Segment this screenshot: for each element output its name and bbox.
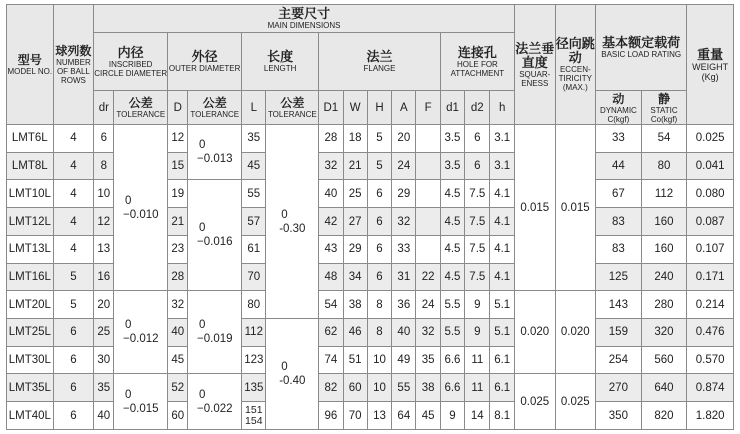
cell-h: 4.1 xyxy=(490,180,515,208)
header-outer xyxy=(168,33,242,91)
header-length-zh: 长度 xyxy=(267,49,294,64)
cell-L: 80 xyxy=(242,291,266,319)
cell-L: 57 xyxy=(242,208,266,236)
cell-L: 61 xyxy=(242,235,266,263)
cell-static: 160 xyxy=(641,208,687,236)
cell-d1: 3.5 xyxy=(440,152,464,180)
cell-H: 8 xyxy=(367,319,391,347)
cell-L: 135 xyxy=(242,374,266,402)
dr-tolerance-lower: −0.015 xyxy=(123,402,159,415)
cell-F: 35 xyxy=(416,346,440,374)
cell-W: 70 xyxy=(343,402,367,430)
cell-d2: 9 xyxy=(465,319,490,347)
cell-D1: 62 xyxy=(319,319,343,347)
header-balls-en: NUMBER OF BALL ROWS xyxy=(56,58,91,85)
D-tolerance-lower: −0.016 xyxy=(197,236,233,249)
cell-dr: 6 xyxy=(94,125,114,153)
cell-F: 24 xyxy=(416,291,440,319)
table-body xyxy=(7,125,734,430)
cell-W: 21 xyxy=(343,152,367,180)
dr-tolerance-upper: 0 xyxy=(125,194,132,207)
cell-weight: 0.171 xyxy=(687,263,734,291)
cell-static: 240 xyxy=(641,263,687,291)
cell-W: 38 xyxy=(343,291,367,319)
cell-weight: 0.087 xyxy=(687,208,734,236)
cell-h: 8.1 xyxy=(490,402,515,430)
cell-dynamic: 83 xyxy=(596,208,642,236)
cell-d1: 5.5 xyxy=(440,319,464,347)
header-eccentricity xyxy=(555,5,596,125)
cell-F xyxy=(416,180,440,208)
cell-model: LMT13L xyxy=(7,235,54,263)
L-tolerance xyxy=(266,319,319,430)
L-tolerance-lower: -0.30 xyxy=(279,222,306,235)
cell-D: 60 xyxy=(168,402,188,430)
cell-D1: 48 xyxy=(319,263,343,291)
cell-weight: 0.874 xyxy=(687,374,734,402)
cell-static: 640 xyxy=(641,374,687,402)
cell-H: 6 xyxy=(367,235,391,263)
cell-weight: 0.025 xyxy=(687,125,734,153)
cell-weight: 0.214 xyxy=(687,291,734,319)
cell-h: 5.1 xyxy=(490,319,515,347)
cell-balls: 4 xyxy=(53,180,94,208)
cell-model: LMT20L xyxy=(7,291,54,319)
cell-d2: 11 xyxy=(465,374,490,402)
D-tolerance-upper: 0 xyxy=(199,388,206,401)
cell-dr: 35 xyxy=(94,374,114,402)
header-weight xyxy=(687,5,734,125)
header-W: W xyxy=(343,91,367,125)
cell-d2: 9 xyxy=(465,291,490,319)
header-main-dimensions xyxy=(94,5,515,33)
L-tolerance-upper: 0 xyxy=(281,208,288,221)
cell-W: 27 xyxy=(343,208,367,236)
header-hole xyxy=(440,33,514,91)
cell-h: 3.1 xyxy=(490,125,515,153)
cell-static: 820 xyxy=(641,402,687,430)
cell-D: 45 xyxy=(168,346,188,374)
cell-W: 46 xyxy=(343,319,367,347)
cell-static: 160 xyxy=(641,235,687,263)
cell-dynamic: 254 xyxy=(596,346,642,374)
header-dynamic-en: DYNAMIC C(kgf) xyxy=(599,105,637,124)
cell-H: 5 xyxy=(367,152,391,180)
D-tolerance-lower: −0.019 xyxy=(197,333,233,346)
cell-A: 36 xyxy=(392,291,416,319)
cell-d2: 6 xyxy=(465,125,490,153)
cell-A: 49 xyxy=(392,346,416,374)
header-static-zh: 静 xyxy=(657,91,670,106)
header-inscribed-en: INSCRIBED CIRCLE DIAMETER xyxy=(94,59,168,78)
cell-d2: 7.5 xyxy=(465,263,490,291)
cell-dynamic: 270 xyxy=(596,374,642,402)
cell-H: 13 xyxy=(367,402,391,430)
L-tolerance-lower: -0.40 xyxy=(279,375,306,388)
cell-balls: 4 xyxy=(53,208,94,236)
D-tolerance-upper: 0 xyxy=(199,222,206,235)
dr-tolerance-lower: −0.012 xyxy=(123,333,159,346)
cell-dynamic: 350 xyxy=(596,402,642,430)
D-tolerance-lower: −0.013 xyxy=(197,153,233,166)
cell-dr: 16 xyxy=(94,263,114,291)
cell-D: 21 xyxy=(168,208,188,236)
cell-D1: 32 xyxy=(319,152,343,180)
cell-model: LMT12L xyxy=(7,208,54,236)
header-H: H xyxy=(367,91,391,125)
header-D: D xyxy=(168,91,188,125)
table-row xyxy=(7,125,734,153)
cell-d2: 6 xyxy=(465,152,490,180)
cell-d2: 7.5 xyxy=(465,180,490,208)
cell-H: 10 xyxy=(367,346,391,374)
cell-A: 64 xyxy=(392,402,416,430)
cell-D1: 54 xyxy=(319,291,343,319)
cell-balls: 4 xyxy=(53,235,94,263)
header-h: h xyxy=(490,91,515,125)
cell-dr: 12 xyxy=(94,208,114,236)
header-D-tolerance xyxy=(188,91,242,125)
cell-static: 280 xyxy=(641,291,687,319)
L-tolerance-upper: 0 xyxy=(281,361,288,374)
cell-D: 19 xyxy=(168,180,188,208)
squareness-value: 0.015 xyxy=(514,125,555,291)
cell-balls: 5 xyxy=(53,291,94,319)
cell-W: 34 xyxy=(343,263,367,291)
header-tol-zh: 公差 xyxy=(280,96,305,110)
cell-L: 123 xyxy=(242,346,266,374)
D-tolerance xyxy=(188,291,242,374)
cell-d1: 9 xyxy=(440,402,464,430)
header-tol-zh: 公差 xyxy=(128,96,153,110)
header-dr: dr xyxy=(94,91,114,125)
cell-d1: 4.5 xyxy=(440,263,464,291)
cell-W: 18 xyxy=(343,125,367,153)
header-model-en: MODEL NO. xyxy=(7,67,53,76)
header-weight-en: WEIGHT (Kg) xyxy=(692,61,729,82)
dr-tolerance-lower: −0.010 xyxy=(123,208,159,221)
cell-model: LMT8L xyxy=(7,152,54,180)
header-D1: D1 xyxy=(319,91,343,125)
cell-dr: 25 xyxy=(94,319,114,347)
header-d1: d1 xyxy=(440,91,464,125)
header-length xyxy=(242,33,319,91)
cell-A: 31 xyxy=(392,263,416,291)
cell-static: 112 xyxy=(641,180,687,208)
header-outer-zh: 外径 xyxy=(191,49,218,64)
cell-h: 4.1 xyxy=(490,208,515,236)
cell-D: 12 xyxy=(168,125,188,153)
cell-balls: 4 xyxy=(53,125,94,153)
cell-h: 6.1 xyxy=(490,346,515,374)
cell-d1: 4.5 xyxy=(440,180,464,208)
cell-d2: 7.5 xyxy=(465,235,490,263)
cell-dr: 8 xyxy=(94,152,114,180)
cell-dr: 20 xyxy=(94,291,114,319)
cell-static: 320 xyxy=(641,319,687,347)
cell-A: 29 xyxy=(392,180,416,208)
cell-F xyxy=(416,208,440,236)
cell-H: 8 xyxy=(367,291,391,319)
cell-F xyxy=(416,125,440,153)
header-dynamic xyxy=(596,91,642,125)
header-weight-zh: 重量 xyxy=(697,46,724,62)
cell-D1: 28 xyxy=(319,125,343,153)
spec-table xyxy=(6,4,734,430)
table-row xyxy=(7,291,734,319)
cell-d2: 14 xyxy=(465,402,490,430)
D-tolerance-upper: 0 xyxy=(199,139,206,152)
eccentricity-value: 0.025 xyxy=(555,374,596,430)
cell-model: LMT10L xyxy=(7,180,54,208)
cell-h: 5.1 xyxy=(490,291,515,319)
cell-model: LMT30L xyxy=(7,346,54,374)
header-eccentricity-en: ECCEN-TIRICITY (MAX.) xyxy=(558,65,592,92)
cell-d2: 11 xyxy=(465,346,490,374)
cell-weight: 0.041 xyxy=(687,152,734,180)
cell-D1: 82 xyxy=(319,374,343,402)
cell-d1: 3.5 xyxy=(440,125,464,153)
cell-F: 22 xyxy=(416,263,440,291)
header-tol-zh: 公差 xyxy=(202,96,227,110)
cell-model: LMT16L xyxy=(7,263,54,291)
dr-tolerance-upper: 0 xyxy=(125,319,132,332)
cell-dynamic: 125 xyxy=(596,263,642,291)
cell-H: 5 xyxy=(367,125,391,153)
header-static xyxy=(641,91,687,125)
squareness-value: 0.020 xyxy=(514,291,555,374)
cell-balls: 6 xyxy=(53,319,94,347)
cell-model: LMT6L xyxy=(7,125,54,153)
cell-d2: 7.5 xyxy=(465,208,490,236)
cell-D: 40 xyxy=(168,319,188,347)
cell-F: 38 xyxy=(416,374,440,402)
cell-D1: 43 xyxy=(319,235,343,263)
cell-D: 23 xyxy=(168,235,188,263)
D-tolerance-upper: 0 xyxy=(199,319,206,332)
cell-H: 6 xyxy=(367,208,391,236)
cell-H: 6 xyxy=(367,263,391,291)
cell-A: 55 xyxy=(392,374,416,402)
header-load-en: BASIC LOAD RATING xyxy=(601,50,682,59)
header-outer-en: OUTER DIAMETER xyxy=(168,64,241,73)
cell-weight: 0.107 xyxy=(687,235,734,263)
cell-weight: 0.476 xyxy=(687,319,734,347)
cell-L: 55 xyxy=(242,180,266,208)
header-d2: d2 xyxy=(465,91,490,125)
cell-D1: 40 xyxy=(319,180,343,208)
header-inscribed xyxy=(94,33,168,91)
cell-model: LMT25L xyxy=(7,319,54,347)
header-balls xyxy=(53,5,94,125)
header-flange-zh: 法兰 xyxy=(366,49,393,64)
D-tolerance xyxy=(188,374,242,430)
D-tolerance xyxy=(188,125,242,180)
cell-d1: 6.6 xyxy=(440,374,464,402)
header-tol-en: TOLERANCE xyxy=(267,110,317,119)
header-inscribed-zh: 内径 xyxy=(117,44,144,60)
cell-D1: 96 xyxy=(319,402,343,430)
eccentricity-value: 0.020 xyxy=(555,291,596,374)
cell-D: 28 xyxy=(168,263,188,291)
header-static-en: STATIC Co(kgf) xyxy=(650,105,678,124)
header-squareness-zh: 法兰垂直度 xyxy=(515,40,555,70)
cell-D1: 42 xyxy=(319,208,343,236)
header-length-en: LENGTH xyxy=(263,64,297,73)
cell-W: 25 xyxy=(343,180,367,208)
cell-d1: 5.5 xyxy=(440,291,464,319)
cell-W: 60 xyxy=(343,374,367,402)
cell-A: 20 xyxy=(392,125,416,153)
cell-h: 4.1 xyxy=(490,263,515,291)
header-L-tolerance xyxy=(266,91,319,125)
dr-tolerance xyxy=(114,374,168,430)
cell-d1: 6.6 xyxy=(440,346,464,374)
cell-L: 70 xyxy=(242,263,266,291)
header-model xyxy=(7,5,54,125)
cell-dynamic: 83 xyxy=(596,235,642,263)
cell-W: 51 xyxy=(343,346,367,374)
cell-F xyxy=(416,152,440,180)
cell-dynamic: 33 xyxy=(596,125,642,153)
header-tol-en: TOLERANCE xyxy=(190,110,240,119)
cell-dynamic: 143 xyxy=(596,291,642,319)
cell-dynamic: 44 xyxy=(596,152,642,180)
header-load-rating xyxy=(596,5,687,91)
cell-balls: 6 xyxy=(53,374,94,402)
header-squareness xyxy=(514,5,555,125)
cell-weight: 0.570 xyxy=(687,346,734,374)
cell-model: LMT35L xyxy=(7,374,54,402)
header-flange xyxy=(319,33,441,91)
cell-dynamic: 159 xyxy=(596,319,642,347)
cell-d1: 4.5 xyxy=(440,235,464,263)
cell-A: 40 xyxy=(392,319,416,347)
cell-L: 151 154 xyxy=(242,402,266,430)
cell-model: LMT40L xyxy=(7,402,54,430)
cell-balls: 5 xyxy=(53,263,94,291)
header-squareness-en: SQUAR-ENESS xyxy=(519,69,551,88)
dr-tolerance xyxy=(114,291,168,374)
cell-H: 10 xyxy=(367,374,391,402)
cell-dr: 40 xyxy=(94,402,114,430)
cell-L: 112 xyxy=(242,319,266,347)
cell-h: 6.1 xyxy=(490,374,515,402)
cell-L: 45 xyxy=(242,152,266,180)
header-tol-en: TOLERANCE xyxy=(116,110,166,119)
cell-F: 45 xyxy=(416,402,440,430)
cell-weight: 1.820 xyxy=(687,402,734,430)
cell-dr: 10 xyxy=(94,180,114,208)
cell-F: 32 xyxy=(416,319,440,347)
header-load-zh: 基本额定载荷 xyxy=(602,35,681,50)
cell-A: 24 xyxy=(392,152,416,180)
cell-dr: 30 xyxy=(94,346,114,374)
header-main-zh: 主要尺寸 xyxy=(278,6,331,21)
header-balls-zh: 球列数 xyxy=(55,44,92,58)
dr-tolerance xyxy=(114,125,168,291)
header-F: F xyxy=(416,91,440,125)
cell-W: 29 xyxy=(343,235,367,263)
cell-D: 32 xyxy=(168,291,188,319)
header-flange-en: FLANGE xyxy=(363,64,396,73)
cell-D1: 74 xyxy=(319,346,343,374)
cell-D: 52 xyxy=(168,374,188,402)
cell-balls: 4 xyxy=(53,152,94,180)
cell-d1: 4.5 xyxy=(440,208,464,236)
cell-F xyxy=(416,235,440,263)
header-A: A xyxy=(392,91,416,125)
cell-A: 32 xyxy=(392,208,416,236)
dr-tolerance-upper: 0 xyxy=(125,388,132,401)
cell-h: 3.1 xyxy=(490,152,515,180)
header-eccentricity-zh: 径向跳动 xyxy=(555,36,595,65)
L-tolerance xyxy=(266,125,319,319)
cell-A: 33 xyxy=(392,235,416,263)
cell-h: 4.1 xyxy=(490,235,515,263)
header-hole-zh: 连接孔 xyxy=(457,44,497,60)
table-row xyxy=(7,374,734,402)
squareness-value: 0.025 xyxy=(514,374,555,430)
cell-dynamic: 67 xyxy=(596,180,642,208)
cell-dr: 13 xyxy=(94,235,114,263)
header-L: L xyxy=(242,91,266,125)
eccentricity-value: 0.015 xyxy=(555,125,596,291)
cell-balls: 6 xyxy=(53,402,94,430)
header-dynamic-zh: 动 xyxy=(612,91,625,106)
header-hole-en: HOLE FOR ATTACHMENT xyxy=(450,59,505,78)
cell-static: 560 xyxy=(641,346,687,374)
cell-static: 54 xyxy=(641,125,687,153)
header-model-zh: 型号 xyxy=(17,53,42,67)
cell-static: 80 xyxy=(641,152,687,180)
D-tolerance-lower: −0.022 xyxy=(197,402,233,415)
header-main-en: MAIN DIMENSIONS xyxy=(267,21,341,30)
cell-L: 35 xyxy=(242,125,266,153)
D-tolerance xyxy=(188,180,242,291)
cell-H: 6 xyxy=(367,180,391,208)
header-dr-tolerance xyxy=(114,91,168,125)
cell-balls: 6 xyxy=(53,346,94,374)
cell-weight: 0.080 xyxy=(687,180,734,208)
cell-D: 15 xyxy=(168,152,188,180)
